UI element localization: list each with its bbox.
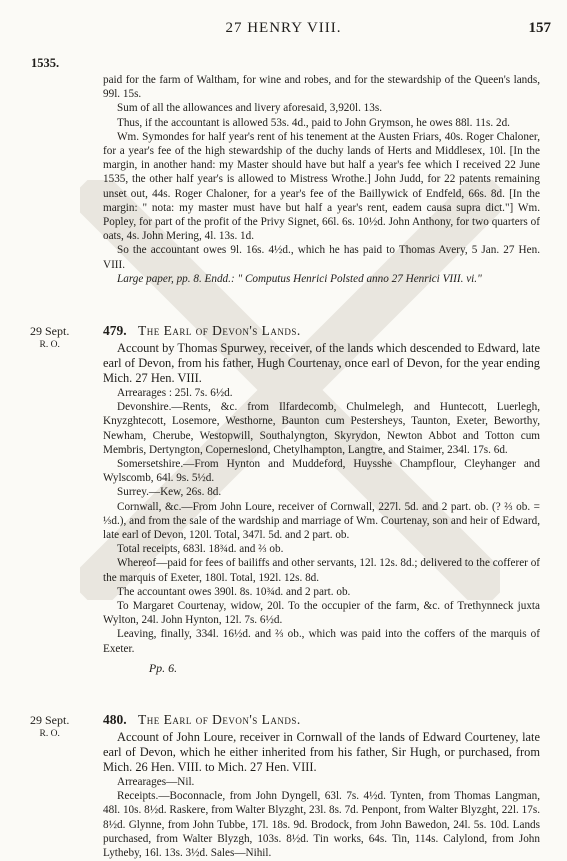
- entry-paragraph: Arrearages : 25l. 7s. 6½d.: [117, 387, 233, 399]
- entry-paragraph: Surrey.—Kew, 26s. 8d.: [117, 486, 222, 499]
- page-number: 157: [528, 20, 551, 36]
- margin-year: 1535.: [31, 56, 60, 70]
- entry-source: R. O.: [39, 340, 60, 350]
- cont-paragraph: So the accountant owes 9l. 16s. 4½d., which he has paid to Thomas Avery, 5 Jan. 27 Hen. VIII.: [103, 244, 540, 271]
- continued-entry: [103, 73, 540, 286]
- entry-number: 479.: [103, 323, 127, 338]
- entry-date: 29 Sept.: [30, 324, 70, 338]
- entry-paragraph: The accountant owes 390l. 8s. 10¾d. and 2 part. ob.: [117, 585, 351, 598]
- entry-paragraph: Total receipts, 683l. 18¾d. and ⅔ ob.: [117, 543, 284, 556]
- entry-lead: Account by Thomas Spurwey, receiver, of the lands which descended to Edward, late earl of Devon, from his father, Hugh Courtenay, once earl of Devon, for the year ending Mich. 27 Hen. VIII.: [103, 341, 540, 385]
- entry-paragraph: Somersetshire.—From Hynton and Muddeford, Huysshe Champflour, Cleyhanger and Wylscomb, 64l. 9s. 5½d.: [103, 458, 540, 485]
- entry-paragraph: Whereof—paid for fees of bailiffs and other servants, 12l. 12s. 8d.; delivered to the cofferer of the marquis of Exeter, 180l. Total, 192l. 12s. 8d.: [103, 557, 541, 584]
- entry-paragraph: Cornwall, &c.—From John Loure, receiver of Cornwall, 227l. 5d. and 2 part. ob. (? ⅔ ob. = ⅓d.), and from the sale of the wardship and marriage of Wm. Courtenay, son and heir of Edward, late earl of Devon, 120l. Total, 347l. 5d. and 2 part. ob.: [103, 500, 540, 542]
- entry-479-heading: [103, 323, 301, 339]
- running-title: 27 HENRY VIII.: [225, 20, 342, 36]
- entry-479-body: [103, 341, 540, 675]
- entry-480-body: [103, 730, 540, 860]
- entry-paragraph: Devonshire.—Rents, &c. from Ilfardecomb, Chulmelegh, and Huntecott, Luerlegh, Knyzghtecott, Losemore, Westhorne, Baunton cum Pestersheys, Taunton, Exeter, Beworthy, Newham, Cherube, Westopwill, Southalyngton, Skyrydon, Newton Abbot and Totton cum Membris, Dertyngton, Coperneslond, Chetylhampton, Langtre, and Staimer, 234l. 17s. 6d.: [103, 401, 540, 456]
- page-header: [0, 20, 567, 40]
- entry-number: 480.: [103, 712, 127, 727]
- entry-title: The Earl of Devon's Lands.: [138, 323, 301, 338]
- cont-paragraph: Thus, if the accountant is allowed 53s. 4d., paid to John Grymson, he owes 88l. 11s. 2d.: [117, 116, 510, 129]
- entry-479-margin: [30, 324, 69, 352]
- entry-date: 29 Sept.: [30, 713, 70, 727]
- cont-paragraph: paid for the farm of Waltham, for wine and robes, and for the stewardship of the Queen's lands, 99l. 15s.: [103, 74, 540, 101]
- entry-paragraph: Receipts.—Boconnacle, from John Dyngell, 63l. 7s. 4½d. Tynten, from Thomas Langman, 48l. 10s. 8½d. Raskere, from Walter Blyzght, 23l. 8s. 7d. Penpont, from Walter Blyzght, 22l. 17s. 8½d. Glynne, from John Tubbe, 17l. 18s. 9d. Brodock, from John Bawedon, 24l. 5s. 10d. Lands purchased, from Walter Blyzgh, 103s. 8½d. Tin works, 64s. Tin, 114s. Calylond, from John Lytheby, 16l. 13s. 3½d. Sales—Nihil.: [103, 790, 540, 860]
- entry-title: The Earl of Devon's Lands.: [138, 712, 301, 727]
- entry-pages: Pp. 6.: [148, 660, 178, 675]
- cont-paragraph: Sum of all the allowances and livery aforesaid, 3,920l. 13s.: [117, 102, 383, 115]
- entry-480-heading: [103, 712, 301, 728]
- cont-paragraph: Wm. Symondes for half year's rent of his tenement at the Austen Friars, 40s. Roger Chaloner, for a year's fee of the high stewardship of the duchy lands of Herts and Middlesex, 10l. [In the margin, in another hand: my Master should have but half a year's fee which I received 22 June 1535, the other half year's is allowed to Mistress Wrothe.] John Judd, for 22 patents remaining unset out, 44s. Roger Chaloner, for a year's fee of the Baillywick of Endfeld, 66s. 8d. [In the margin: " nota: my master must have but half a year's rent, eadem causa supra dict."] Wm. Popley, for part of the profit of the Privy Signet, 66l. 6s. 10½d. John Anthony, for two quarters of oats, 4s. John Mering, 4l. 13s. 1d.: [103, 130, 540, 243]
- entry-paragraph: To Margaret Courtenay, widow, 20l. To the occupier of the farm, &c. of Trethynneck juxta Wylton, 24l. John Hynton, 12l. 7s. 6½d.: [103, 600, 540, 627]
- cont-endorsement: Large paper, pp. 8. Endd.: " Computus Henrici Polsted anno 27 Henrici VIII. vi.": [117, 272, 482, 285]
- entry-lead: Account of John Loure, receiver in Cornwall of the lands of Edward Courteney, late earl of Devon, which he either inherited from his father, Sir Hugh, or purchased, from Mich. 26 Hen. VIII. to Mich. 27 Hen. VIII.: [103, 730, 540, 774]
- entry-source: R. O.: [39, 729, 60, 739]
- entry-480-margin: [30, 713, 69, 741]
- entry-paragraph: Leaving, finally, 334l. 16½d. and ⅔ ob., which was paid into the coffers of the marquis of Exeter.: [103, 628, 540, 655]
- entry-paragraph: Arrearages—Nil.: [117, 776, 195, 788]
